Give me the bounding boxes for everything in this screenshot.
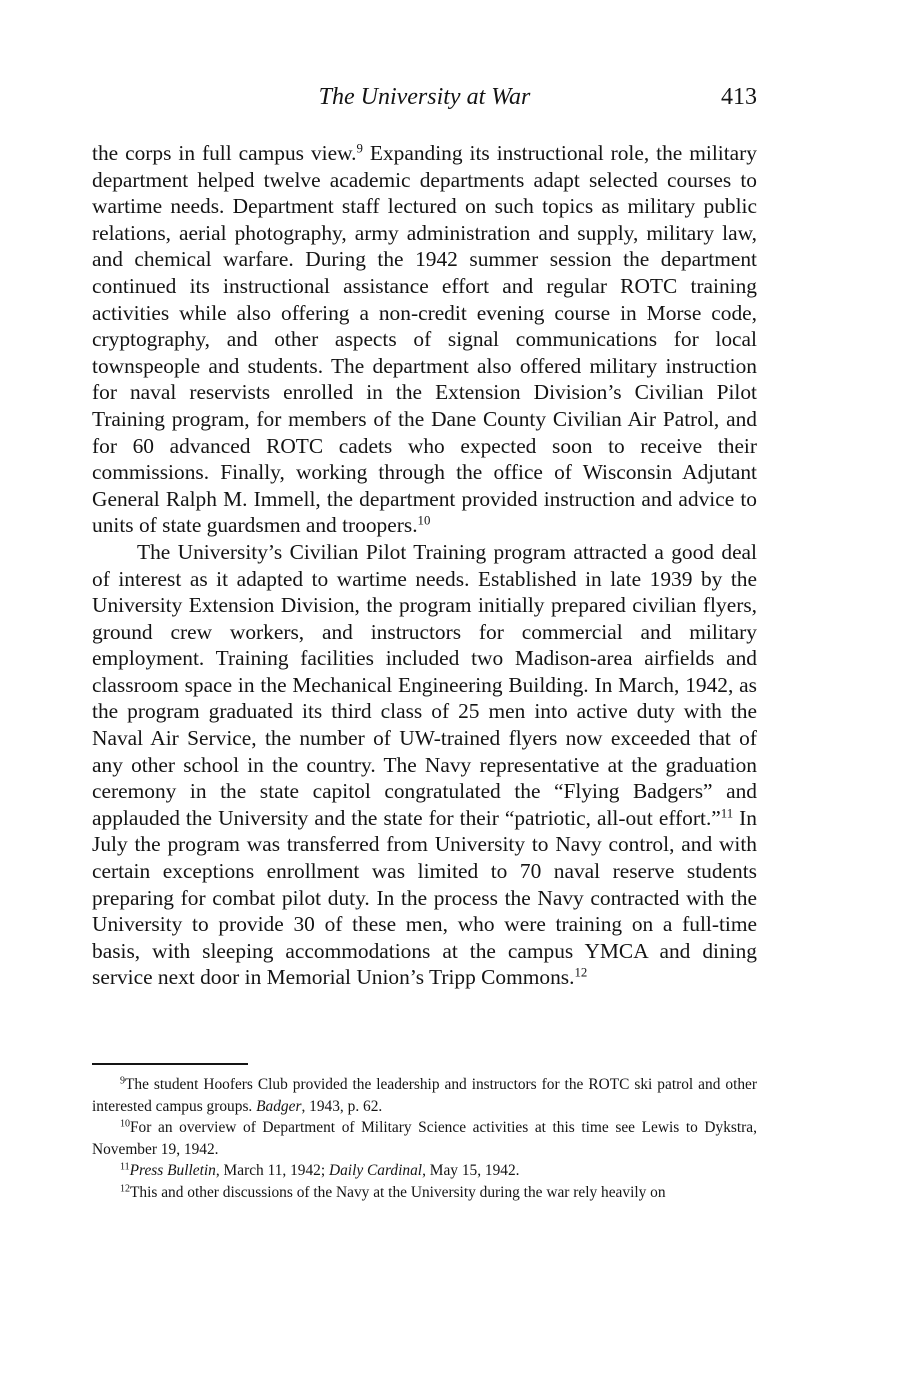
footnote-12	[92, 1182, 757, 1204]
footnote-12-number: 12	[120, 1183, 130, 1194]
running-title: The University at War	[318, 84, 531, 110]
footnote-11-source-2: Daily Cardinal	[329, 1162, 423, 1179]
footnote-10-text: For an overview of Department of Military Science activities at this time see Lewis to Dykstra, November 19, 1942.	[92, 1119, 757, 1158]
footnote-12-text: This and other discussions of the Navy at the University during the war rely heavily on	[130, 1183, 666, 1201]
footnote-9-source: Badger	[256, 1097, 302, 1115]
footnote-11	[92, 1160, 757, 1182]
paragraph-2	[92, 539, 757, 991]
footnotes	[92, 1074, 757, 1203]
footnote-9-text-a: The student Hoofers Club provided the leadership and instructors for the ROTC ski patrol and other interested campus groups.	[92, 1076, 757, 1115]
footnote-10-number: 10	[120, 1118, 130, 1130]
footnote-11-text-b: , May 15, 1942.	[422, 1162, 520, 1179]
footnote-9-number: 9	[120, 1075, 125, 1087]
paragraph-1	[92, 140, 757, 539]
footnote-10	[92, 1117, 757, 1160]
paragraph-2-text-b: In July the program was transferred from University to Navy control, and with certain exceptions enrollment was limited to 70 naval reserve students preparing for combat pilot duty. In the process the Navy contracted with the University to provide 30 of these men, who were training on a full-time basis, with sleeping accommodations at the campus YMCA and dining service next door in Memorial Union’s Tripp Commons.	[92, 805, 757, 990]
footnote-ref-10: 10	[417, 513, 431, 528]
paragraph-2-text-a: The University’s Civilian Pilot Training program attracted a good deal of interest as it adapted to wartime needs. Established in late 1939 by the University Extension Division, the program initially prepared civilian flyers, ground crew workers, and instructors for commercial and military employment. Training facilities included two Madison-area airfields and classroom space in the Mechanical Engineering Building. In March, 1942, as the program graduated its third class of 25 men into active duty with the Naval Air Service, the number of UW-trained flyers now exceeded that of any other school in the country. The Navy representative at the graduation ceremony in the state capitol congratulated the “Flying Badgers” and applauded the University and the state for their “patriotic, all-out effort.”	[92, 539, 757, 830]
footnote-9-text-b: , 1943, p. 62.	[301, 1097, 383, 1115]
footnote-ref-9: 9	[356, 141, 363, 156]
paragraph-1-text-a: the corps in full campus view.	[92, 141, 357, 165]
footnote-ref-12: 12	[574, 965, 588, 980]
footnote-11-number: 11	[120, 1161, 130, 1173]
footnote-11-source-1: Press Bulletin	[129, 1162, 216, 1179]
running-head	[92, 84, 757, 118]
footnote-ref-11: 11	[720, 806, 734, 821]
footnote-9	[92, 1074, 757, 1117]
paragraph-1-text-b: Expanding its instructional role, the military department helped twelve academic departments adapt selected courses to wartime needs. Department staff lectured on such topics as military public relations, aerial photography, army administration and supply, military law, and chemical warfare. During the 1942 summer session the department continued its instructional assistance effort and regular ROTC training activities while also offering a non-credit evening course in Morse code, cryptography, and other aspects of signal communications for local townspeople and students. The department also offered military instruction for naval reservists enrolled in the Extension Division’s Civilian Pilot Training program, for members of the Dane County Civilian Air Patrol, and for 60 advanced ROTC cadets who expected soon to receive their commissions. Finally, working through the office of Wisconsin Adjutant General Ralph M. Immell, the department provided instruction and advice to units of state guardsmen and troopers.	[92, 141, 757, 538]
footnote-divider	[92, 1063, 248, 1065]
footnote-11-text-a: , March 11, 1942;	[215, 1162, 329, 1179]
page-number: 413	[721, 84, 757, 110]
body-text	[92, 140, 757, 991]
